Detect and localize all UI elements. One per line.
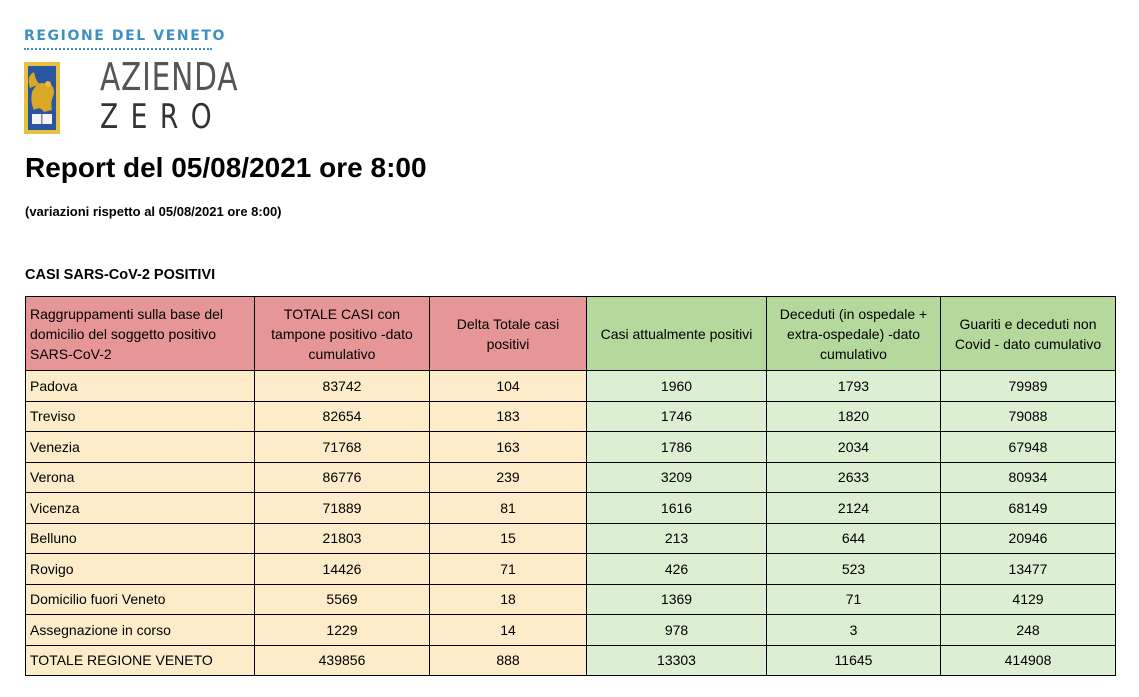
table-row	[26, 462, 1116, 493]
table-row	[26, 615, 1116, 646]
cell-area: Domicilio fuori Veneto	[26, 584, 255, 615]
cell-deceased: 1820	[767, 401, 941, 432]
table-row	[26, 554, 1116, 585]
cell-delta: 163	[430, 432, 587, 463]
cell-deceased: 11645	[767, 645, 941, 676]
report-title: Report del 05/08/2021 ore 8:00	[25, 152, 427, 183]
cell-total-cases: 439856	[255, 645, 430, 676]
cell-current-positives: 213	[587, 523, 767, 554]
column-header-delta: Delta Totale casi positivi	[430, 297, 587, 371]
cell-delta: 14	[430, 615, 587, 646]
table-body	[26, 371, 1116, 676]
cell-deceased: 2124	[767, 493, 941, 524]
cell-total-cases: 71768	[255, 432, 430, 463]
cell-area: Vicenza	[26, 493, 255, 524]
cell-current-positives: 1369	[587, 584, 767, 615]
table-row	[26, 371, 1116, 402]
cell-area: Verona	[26, 462, 255, 493]
cell-delta: 15	[430, 523, 587, 554]
cell-area: TOTALE REGIONE VENETO	[26, 645, 255, 676]
cell-recovered: 13477	[941, 554, 1116, 585]
cell-recovered: 67948	[941, 432, 1116, 463]
cell-delta: 18	[430, 584, 587, 615]
lion-of-saint-mark-icon	[24, 62, 60, 134]
cell-area: Venezia	[26, 432, 255, 463]
cell-delta: 104	[430, 371, 587, 402]
column-header-recovered: Guariti e deceduti non Covid - dato cumulativo	[941, 297, 1116, 371]
cell-current-positives: 1786	[587, 432, 767, 463]
cell-current-positives: 1616	[587, 493, 767, 524]
cell-deceased: 644	[767, 523, 941, 554]
cell-deceased: 1793	[767, 371, 941, 402]
cell-total-cases: 21803	[255, 523, 430, 554]
logo-region-text: REGIONE DEL VENETO	[24, 28, 227, 44]
cell-delta: 239	[430, 462, 587, 493]
logo-zero-text: ZERO	[100, 97, 225, 137]
cell-area: Padova	[26, 371, 255, 402]
cell-total-cases: 82654	[255, 401, 430, 432]
cell-recovered: 20946	[941, 523, 1116, 554]
table-row	[26, 584, 1116, 615]
cell-deceased: 71	[767, 584, 941, 615]
cell-total-cases: 83742	[255, 371, 430, 402]
cell-deceased: 523	[767, 554, 941, 585]
cell-deceased: 2633	[767, 462, 941, 493]
column-header-total-cases: TOTALE CASI con tampone positivo -dato cumulativo	[255, 297, 430, 371]
cell-deceased: 2034	[767, 432, 941, 463]
table-row	[26, 645, 1116, 676]
cell-recovered: 68149	[941, 493, 1116, 524]
cell-delta: 183	[430, 401, 587, 432]
azienda-zero-logo	[24, 28, 239, 138]
cell-current-positives: 13303	[587, 645, 767, 676]
cell-deceased: 3	[767, 615, 941, 646]
cell-recovered: 248	[941, 615, 1116, 646]
cell-recovered: 4129	[941, 584, 1116, 615]
column-header-current-positives: Casi attualmente positivi	[587, 297, 767, 371]
cell-current-positives: 426	[587, 554, 767, 585]
cell-delta: 81	[430, 493, 587, 524]
table-row	[26, 432, 1116, 463]
cell-current-positives: 1960	[587, 371, 767, 402]
cell-recovered: 80934	[941, 462, 1116, 493]
cell-total-cases: 5569	[255, 584, 430, 615]
logo-azienda-text: AZIENDA	[100, 55, 239, 99]
cell-area: Treviso	[26, 401, 255, 432]
section-heading: CASI SARS-CoV-2 POSITIVI	[25, 267, 216, 283]
cell-recovered: 414908	[941, 645, 1116, 676]
cell-delta: 71	[430, 554, 587, 585]
column-header-deceased: Deceduti (in ospedale + extra-ospedale) -dato cumulativo	[767, 297, 941, 371]
cell-area: Belluno	[26, 523, 255, 554]
report-subtitle: (variazioni rispetto al 05/08/2021 ore 8:00)	[25, 204, 282, 219]
table-row	[26, 401, 1116, 432]
cell-recovered: 79989	[941, 371, 1116, 402]
cell-current-positives: 3209	[587, 462, 767, 493]
cell-total-cases: 1229	[255, 615, 430, 646]
column-header-grouping: Raggruppamenti sulla base del domicilio del soggetto positivo SARS-CoV-2	[26, 297, 255, 371]
cell-delta: 888	[430, 645, 587, 676]
logo-dotted-rule	[24, 48, 212, 50]
table-row	[26, 523, 1116, 554]
table-row	[26, 493, 1116, 524]
cell-total-cases: 14426	[255, 554, 430, 585]
cell-area: Rovigo	[26, 554, 255, 585]
table-header-row	[26, 297, 1116, 371]
cell-current-positives: 978	[587, 615, 767, 646]
cell-total-cases: 86776	[255, 462, 430, 493]
cell-recovered: 79088	[941, 401, 1116, 432]
cell-total-cases: 71889	[255, 493, 430, 524]
cases-table	[25, 296, 1116, 676]
cell-current-positives: 1746	[587, 401, 767, 432]
cell-area: Assegnazione in corso	[26, 615, 255, 646]
